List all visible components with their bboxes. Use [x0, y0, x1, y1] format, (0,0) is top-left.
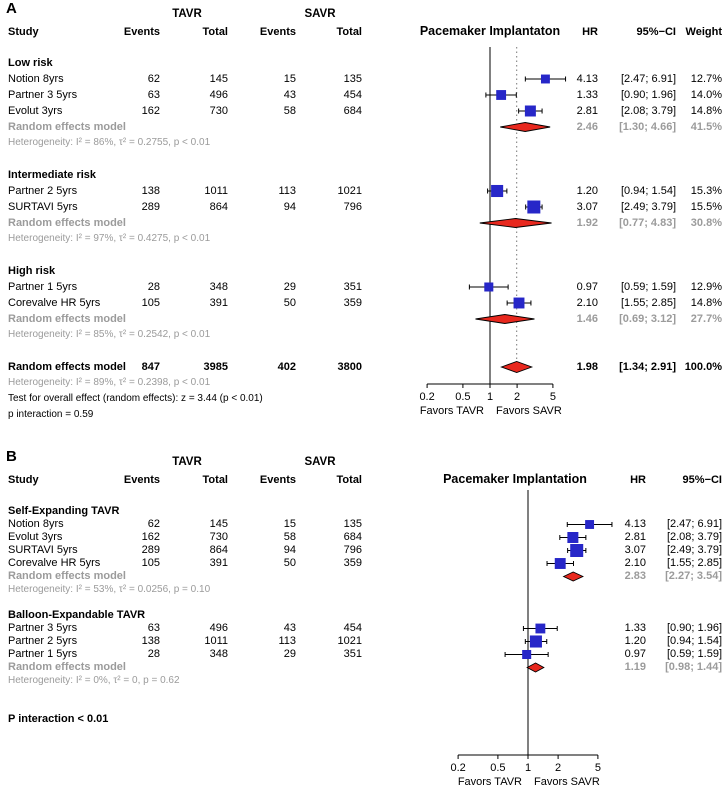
- weight-column-header: Weight: [685, 26, 722, 38]
- tavr-arm-header: TAVR: [172, 456, 202, 468]
- ci-value: [1.30; 4.66]: [619, 121, 676, 133]
- savr-events-value: 29: [283, 281, 296, 293]
- tavr-events-value: 847: [141, 361, 160, 373]
- weight-value: 12.7%: [690, 73, 722, 85]
- savr-events-value: 402: [277, 361, 296, 373]
- tavr-total-value: 391: [209, 557, 228, 569]
- favors-left-label: Favors TAVR: [457, 776, 522, 788]
- savr-events-value: 58: [283, 105, 296, 117]
- subgroup-heading: Balloon-Expandable TAVR: [8, 609, 146, 621]
- ci-value: [1.34; 2.91]: [619, 361, 676, 373]
- pooled-label: Random effects model: [8, 361, 126, 373]
- savr-total-value: 684: [343, 105, 362, 117]
- study-label: Corevalve HR 5yrs: [8, 297, 101, 309]
- panel-b: [0, 440, 728, 805]
- ci-value: [2.08; 3.79]: [620, 105, 676, 117]
- ci-value: [0.69; 3.12]: [619, 313, 676, 325]
- tavr-total-value: 1011: [204, 635, 228, 647]
- hr-column-header: HR: [630, 474, 646, 486]
- savr-total-value: 135: [343, 73, 362, 85]
- hr-value: 1.19: [624, 661, 646, 673]
- hr-column-header: HR: [582, 26, 598, 38]
- ci-value: [0.77; 4.83]: [619, 217, 676, 229]
- savr-total-value: 351: [343, 648, 362, 660]
- heterogeneity-note: Heterogeneity: I² = 86%, τ² = 0.2755, p < 0.01: [8, 137, 211, 148]
- subgroup-heading: High risk: [8, 265, 56, 277]
- study-label: SURTAVI 5yrs: [8, 544, 78, 556]
- hr-value: 1.20: [576, 185, 598, 197]
- pooled-label: Random effects model: [8, 313, 126, 325]
- heterogeneity-note: Heterogeneity: I² = 53%, τ² = 0.0256, p = 0.10: [8, 584, 211, 595]
- savr-events-value: 43: [283, 622, 296, 634]
- study-label: Partner 3 5yrs: [8, 89, 78, 101]
- favors-left-label: Favors TAVR: [419, 405, 484, 417]
- tavr-total-value: 730: [209, 105, 228, 117]
- study-label: Partner 1 5yrs: [8, 281, 78, 293]
- ci-value: [0.90; 1.96]: [620, 89, 676, 101]
- x-axis-tick-label: 0.2: [450, 762, 466, 774]
- tavr-total-value: 391: [209, 297, 228, 309]
- tavr-events-value: 62: [147, 73, 160, 85]
- hr-value: 2.46: [576, 121, 598, 133]
- plot-title: Pacemaker Implantation: [443, 472, 587, 486]
- weight-value: 15.3%: [690, 185, 722, 197]
- ci-value: [2.49; 3.79]: [620, 201, 676, 213]
- tavr-events-value: 138: [141, 185, 160, 197]
- ci-value: [0.59; 1.59]: [666, 648, 722, 660]
- study-label: Evolut 3yrs: [8, 531, 63, 543]
- ci-value: [2.27; 3.54]: [665, 570, 722, 582]
- savr-total-value: 454: [343, 622, 362, 634]
- tavr-total-value: 1011: [204, 185, 228, 197]
- ci-value: [2.47; 6.91]: [666, 518, 722, 530]
- hr-value: 1.98: [576, 361, 598, 373]
- study-label: Partner 2 5yrs: [8, 635, 78, 647]
- study-label: Partner 3 5yrs: [8, 622, 78, 634]
- tavr-events-value: 63: [147, 622, 160, 634]
- weight-value: 41.5%: [690, 121, 722, 133]
- heterogeneity-note: Heterogeneity: I² = 89%, τ² = 0.2398, p < 0.01: [8, 377, 211, 388]
- savr-events-value: 50: [283, 557, 296, 569]
- hr-value: 2.83: [624, 570, 646, 582]
- tavr-total-value: 145: [209, 518, 228, 530]
- savr-events-value: 94: [283, 201, 296, 213]
- savr-total-value: 3800: [337, 361, 362, 373]
- savr-total-value: 684: [343, 531, 362, 543]
- heterogeneity-note: Heterogeneity: I² = 0%, τ² = 0, p = 0.62: [8, 675, 180, 686]
- tavr-events-value: 289: [141, 201, 160, 213]
- pooled-label: Random effects model: [8, 121, 126, 133]
- savr-total-value: 359: [343, 297, 362, 309]
- tavr-events-value: 105: [141, 297, 160, 309]
- savr-events-column-header: Events: [259, 26, 296, 38]
- hr-value: 4.13: [576, 73, 598, 85]
- weight-value: 30.8%: [690, 217, 722, 229]
- subgroup-heading: Intermediate risk: [8, 169, 97, 181]
- weight-value: 100.0%: [684, 361, 722, 373]
- ci-value: [0.98; 1.44]: [665, 661, 722, 673]
- hr-value: 3.07: [624, 544, 646, 556]
- savr-total-value: 454: [343, 89, 362, 101]
- tavr-events-value: 162: [141, 531, 160, 543]
- ci-column-header: 95%−CI: [636, 26, 676, 38]
- tavr-total-value: 496: [209, 622, 228, 634]
- savr-events-value: 94: [283, 544, 296, 556]
- tavr-total-value: 3985: [203, 361, 228, 373]
- study-label: Corevalve HR 5yrs: [8, 557, 101, 569]
- study-label: Notion 8yrs: [8, 518, 64, 530]
- study-column-header: Study: [8, 26, 39, 38]
- savr-events-value: 29: [283, 648, 296, 660]
- favors-right-label: Favors SAVR: [496, 405, 562, 417]
- savr-events-value: 113: [278, 635, 296, 647]
- tavr-events-value: 62: [147, 518, 160, 530]
- ci-value: [0.94; 1.54]: [620, 185, 676, 197]
- savr-arm-header: SAVR: [304, 8, 336, 20]
- tavr-total-value: 864: [209, 544, 228, 556]
- hr-value: 2.81: [576, 105, 598, 117]
- tavr-total-column-header: Total: [202, 26, 228, 38]
- ci-value: [2.08; 3.79]: [666, 531, 722, 543]
- weight-value: 14.8%: [690, 297, 722, 309]
- subgroup-heading: Self-Expanding TAVR: [8, 505, 120, 517]
- subgroup-heading: Low risk: [8, 57, 53, 69]
- hr-value: 0.97: [576, 281, 598, 293]
- x-axis-tick-label: 0.5: [490, 762, 506, 774]
- tavr-events-value: 63: [147, 89, 160, 101]
- ci-value: [0.59; 1.59]: [620, 281, 676, 293]
- panel-a-label: A: [6, 0, 17, 17]
- pooled-label: Random effects model: [8, 217, 126, 229]
- tavr-total-value: 864: [209, 201, 228, 213]
- ci-value: [0.94; 1.54]: [666, 635, 722, 647]
- savr-total-value: 359: [343, 557, 362, 569]
- ci-value: [2.49; 3.79]: [666, 544, 722, 556]
- panel-b-rows: [0, 440, 728, 805]
- ci-value: [0.90; 1.96]: [666, 622, 722, 634]
- x-axis-tick-label: 1: [486, 391, 494, 403]
- weight-value: 15.5%: [690, 201, 722, 213]
- tavr-events-value: 28: [147, 281, 160, 293]
- savr-total-column-header: Total: [336, 474, 362, 486]
- hr-value: 1.46: [576, 313, 598, 325]
- stat-note: Test for overall effect (random effects): z = 3.44 (p < 0.01): [8, 393, 263, 404]
- study-label: Notion 8yrs: [8, 73, 64, 85]
- tavr-total-column-header: Total: [202, 474, 228, 486]
- tavr-total-value: 145: [209, 73, 228, 85]
- tavr-events-value: 105: [141, 557, 160, 569]
- hr-value: 1.92: [576, 217, 598, 229]
- savr-events-value: 15: [283, 73, 296, 85]
- tavr-total-value: 730: [209, 531, 228, 543]
- weight-value: 14.0%: [690, 89, 722, 101]
- pooled-label: Random effects model: [8, 661, 126, 673]
- tavr-total-value: 496: [209, 89, 228, 101]
- tavr-events-value: 28: [147, 648, 160, 660]
- x-axis-tick-label: 2: [514, 391, 521, 403]
- savr-events-value: 58: [283, 531, 296, 543]
- savr-arm-header: SAVR: [304, 456, 336, 468]
- ci-value: [2.47; 6.91]: [620, 73, 676, 85]
- hr-value: 1.33: [576, 89, 598, 101]
- heterogeneity-note: Heterogeneity: I² = 97%, τ² = 0.4275, p < 0.01: [8, 233, 211, 244]
- savr-events-column-header: Events: [259, 474, 296, 486]
- heterogeneity-note: Heterogeneity: I² = 85%, τ² = 0.2542, p < 0.01: [8, 329, 211, 340]
- savr-events-value: 50: [283, 297, 296, 309]
- x-axis-tick-label: 1: [524, 762, 532, 774]
- savr-total-value: 351: [343, 281, 362, 293]
- x-axis-tick-label: 0.5: [455, 391, 471, 403]
- x-axis-tick-label: 5: [594, 762, 601, 774]
- hr-value: 2.81: [624, 531, 646, 543]
- hr-value: 1.20: [624, 635, 646, 647]
- tavr-events-column-header: Events: [123, 26, 160, 38]
- tavr-events-value: 289: [141, 544, 160, 556]
- interaction-note: P interaction < 0.01: [8, 713, 109, 725]
- hr-value: 2.10: [576, 297, 598, 309]
- weight-value: 27.7%: [690, 313, 722, 325]
- study-label: Partner 2 5yrs: [8, 185, 78, 197]
- tavr-total-value: 348: [209, 281, 228, 293]
- tavr-events-column-header: Events: [123, 474, 160, 486]
- study-label: Partner 1 5yrs: [8, 648, 78, 660]
- hr-value: 2.10: [624, 557, 646, 569]
- savr-events-value: 43: [283, 89, 296, 101]
- hr-value: 4.13: [624, 518, 646, 530]
- ci-column-header: 95%−CI: [682, 474, 722, 486]
- savr-total-value: 1021: [337, 185, 362, 197]
- stat-note: p interaction = 0.59: [8, 409, 94, 420]
- panel-b-label: B: [6, 448, 17, 465]
- favors-right-label: Favors SAVR: [534, 776, 600, 788]
- hr-value: 3.07: [576, 201, 598, 213]
- tavr-events-value: 138: [141, 635, 160, 647]
- ci-value: [1.55; 2.85]: [620, 297, 676, 309]
- tavr-total-value: 348: [209, 648, 228, 660]
- savr-total-value: 796: [343, 201, 362, 213]
- savr-events-value: 113: [278, 185, 296, 197]
- x-axis-tick-label: 5: [549, 391, 556, 403]
- savr-total-column-header: Total: [336, 26, 362, 38]
- study-label: SURTAVI 5yrs: [8, 201, 78, 213]
- weight-value: 14.8%: [690, 105, 722, 117]
- savr-total-value: 135: [343, 518, 362, 530]
- plot-title: Pacemaker Implantaton: [419, 24, 561, 38]
- savr-total-value: 1021: [337, 635, 362, 647]
- tavr-arm-header: TAVR: [172, 8, 202, 20]
- tavr-events-value: 162: [141, 105, 160, 117]
- savr-events-value: 15: [283, 518, 296, 530]
- study-label: Evolut 3yrs: [8, 105, 63, 117]
- weight-value: 12.9%: [690, 281, 722, 293]
- hr-value: 1.33: [624, 622, 646, 634]
- x-axis-tick-label: 2: [555, 762, 562, 774]
- savr-total-value: 796: [343, 544, 362, 556]
- ci-value: [1.55; 2.85]: [666, 557, 722, 569]
- pooled-label: Random effects model: [8, 570, 126, 582]
- study-column-header: Study: [8, 474, 39, 486]
- x-axis-tick-label: 0.2: [419, 391, 435, 403]
- hr-value: 0.97: [624, 648, 646, 660]
